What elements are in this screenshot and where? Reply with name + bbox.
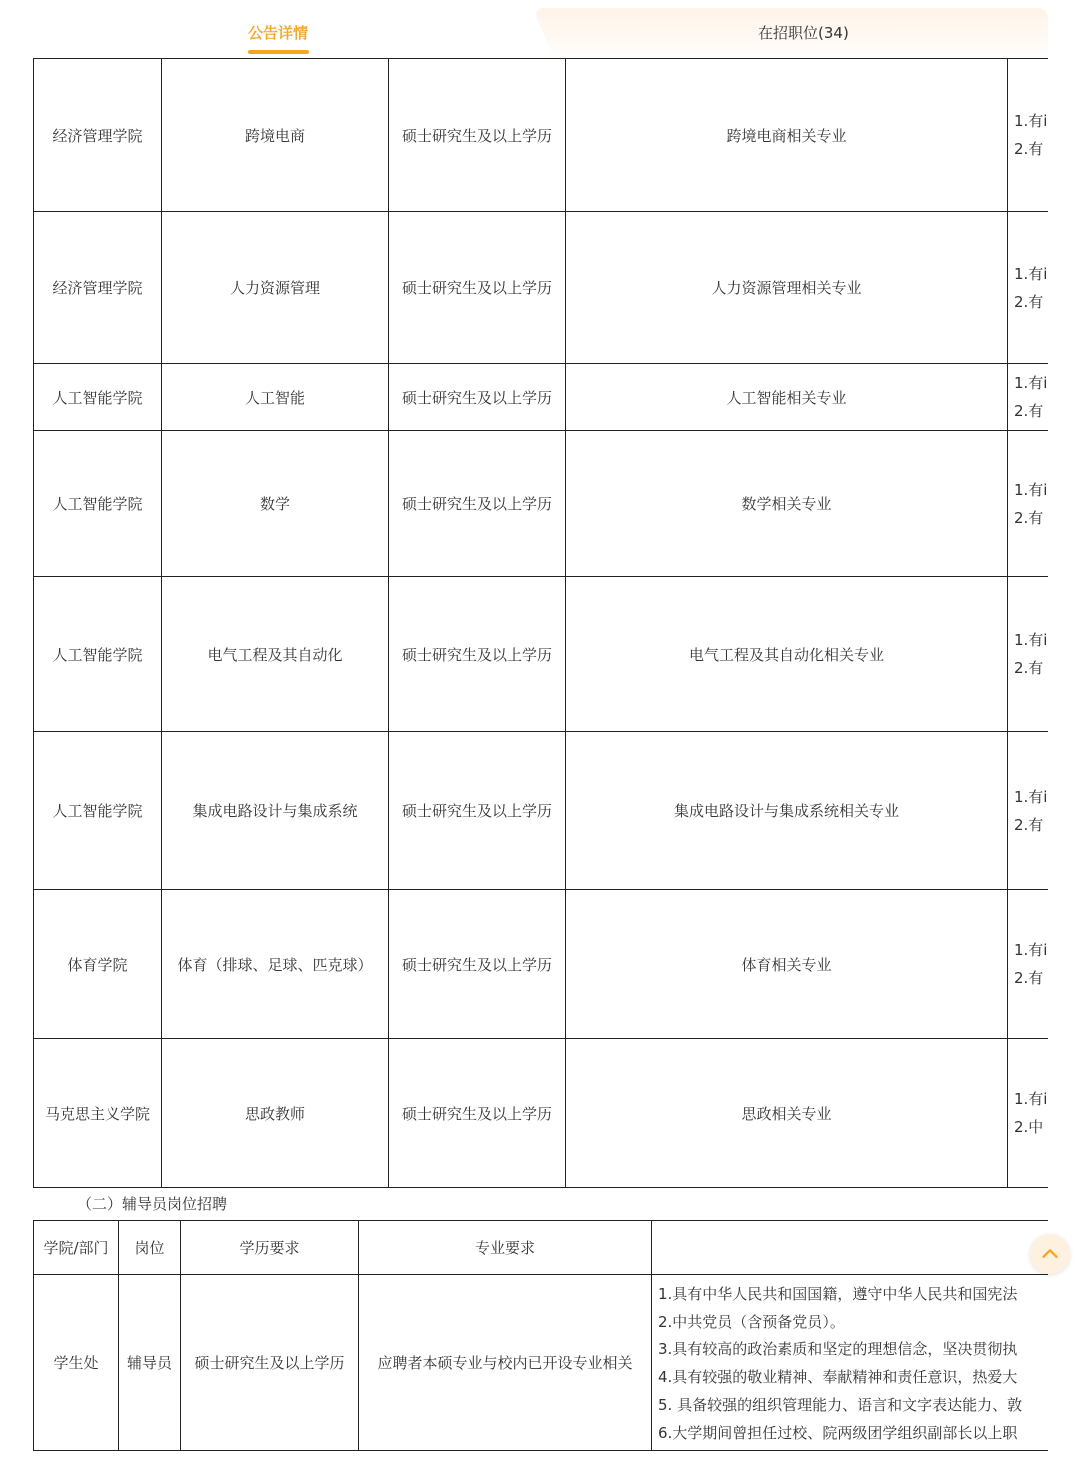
table-row <box>34 59 1058 212</box>
cell-education: 硕士研究生及以上学历 <box>389 212 566 364</box>
cell-position: 体育（排球、足球、匹克球） <box>162 890 389 1039</box>
requirement-line: 1.有i <box>1014 112 1048 130</box>
cell-college: 马克思主义学院 <box>34 1039 162 1188</box>
requirement-line: 1.有i <box>1014 480 1048 499</box>
requirement-line: 6.大学期间曾担任过校、院两级团学组织副部长以上职 <box>658 1423 1018 1442</box>
requirement-line: 1.有i <box>1014 787 1048 806</box>
cell-college: 人工智能学院 <box>34 577 162 732</box>
cell-education: 硕士研究生及以上学历 <box>389 577 566 732</box>
table-row <box>34 1039 1058 1188</box>
header-major: 专业要求 <box>359 1221 652 1275</box>
faculty-positions-table <box>33 58 1058 1188</box>
requirement-line: 1.有i <box>1014 264 1048 283</box>
cell-major: 思政相关专业 <box>566 1039 1008 1188</box>
requirement-line: 2.有 <box>1014 402 1044 420</box>
cell-position: 集成电路设计与集成系统 <box>162 732 389 890</box>
table-row <box>34 431 1058 577</box>
cell-requirements <box>652 1275 1050 1451</box>
counselor-positions-table <box>33 1220 1050 1451</box>
cell-education: 硕士研究生及以上学历 <box>389 431 566 577</box>
header-position: 岗位 <box>119 1221 181 1275</box>
table-row <box>34 577 1058 732</box>
header-education: 学历要求 <box>181 1221 359 1275</box>
requirement-line: 2.有 <box>1014 292 1044 311</box>
tab-open-positions[interactable] <box>567 8 1048 58</box>
cell-education: 硕士研究生及以上学历 <box>389 59 566 212</box>
cell-college: 体育学院 <box>34 890 162 1039</box>
cell-education: 硕士研究生及以上学历 <box>389 732 566 890</box>
section-title-counselor: （二）辅导员岗位招聘 <box>77 1195 228 1213</box>
cell-college: 经济管理学院 <box>34 59 162 212</box>
cell-position: 跨境电商 <box>162 59 389 212</box>
cell-education: 硕士研究生及以上学历 <box>389 890 566 1039</box>
cell-college: 人工智能学院 <box>34 364 162 431</box>
cell-position: 电气工程及其自动化 <box>162 577 389 732</box>
cell-major: 应聘者本硕专业与校内已开设专业相关 <box>359 1275 652 1451</box>
cell-major: 数学相关专业 <box>566 431 1008 577</box>
requirement-line: 2.有 <box>1014 815 1044 834</box>
table-row <box>34 1275 1050 1451</box>
cell-education: 硕士研究生及以上学历 <box>389 1039 566 1188</box>
cell-position: 人力资源管理 <box>162 212 389 364</box>
cell-position: 辅导员 <box>119 1275 181 1451</box>
header-requirements <box>652 1221 1050 1275</box>
cell-major: 人力资源管理相关专业 <box>566 212 1008 364</box>
cell-education: 硕士研究生及以上学历 <box>181 1275 359 1451</box>
chevron-up-icon <box>1039 1243 1061 1265</box>
requirement-line: 2.有 <box>1014 969 1044 987</box>
table-row <box>34 212 1058 364</box>
cell-position: 思政教师 <box>162 1039 389 1188</box>
table-row <box>34 732 1058 890</box>
requirement-line: 2.中 <box>1014 1118 1044 1136</box>
requirement-line: 1.有i <box>1014 1090 1048 1108</box>
cell-major: 体育相关专业 <box>566 890 1008 1039</box>
requirement-line: 4.具有较强的敬业精神、奉献精神和责任意识，热爱大 <box>658 1368 1018 1387</box>
cell-college: 人工智能学院 <box>34 431 162 577</box>
requirement-line: 3.具有较高的政治素质和坚定的理想信念，坚决贯彻执 <box>658 1340 1018 1359</box>
cell-major: 集成电路设计与集成系统相关专业 <box>566 732 1008 890</box>
requirement-line: 1.有i <box>1014 941 1048 959</box>
cell-education: 硕士研究生及以上学历 <box>389 364 566 431</box>
cell-major: 跨境电商相关专业 <box>566 59 1008 212</box>
requirement-line: 5. 具备较强的组织管理能力、语言和文字表达能力、敦 <box>658 1395 1023 1414</box>
cell-major: 电气工程及其自动化相关专业 <box>566 577 1008 732</box>
tab-positions-label: 在招职位(34) <box>758 24 849 42</box>
tab-bar <box>32 8 1048 58</box>
cell-college: 学生处 <box>34 1275 119 1451</box>
requirement-line: 1.有i <box>1014 631 1048 649</box>
header-college: 学院/部门 <box>34 1221 119 1275</box>
requirement-line: 2.有 <box>1014 508 1044 527</box>
requirement-line: 2.有 <box>1014 140 1044 158</box>
requirement-line: 2.有 <box>1014 659 1044 677</box>
back-to-top-button[interactable] <box>1030 1234 1070 1274</box>
tab-announcement-label: 公告详情 <box>248 24 309 42</box>
requirement-line: 2.中共党员（含预备党员）。 <box>658 1312 845 1331</box>
table-row <box>34 364 1058 431</box>
cell-college: 人工智能学院 <box>34 732 162 890</box>
requirement-line: 1.有i <box>1014 374 1048 392</box>
cell-position: 人工智能 <box>162 364 389 431</box>
tab-announcement-details[interactable] <box>32 8 567 58</box>
active-tab-indicator <box>248 50 309 54</box>
cell-position: 数学 <box>162 431 389 577</box>
cell-college: 经济管理学院 <box>34 212 162 364</box>
table-row <box>34 890 1058 1039</box>
cell-major: 人工智能相关专业 <box>566 364 1008 431</box>
table-header-row <box>34 1221 1050 1275</box>
requirement-line: 1.具有中华人民共和国国籍，遵守中华人民共和国宪法 <box>658 1285 1018 1303</box>
